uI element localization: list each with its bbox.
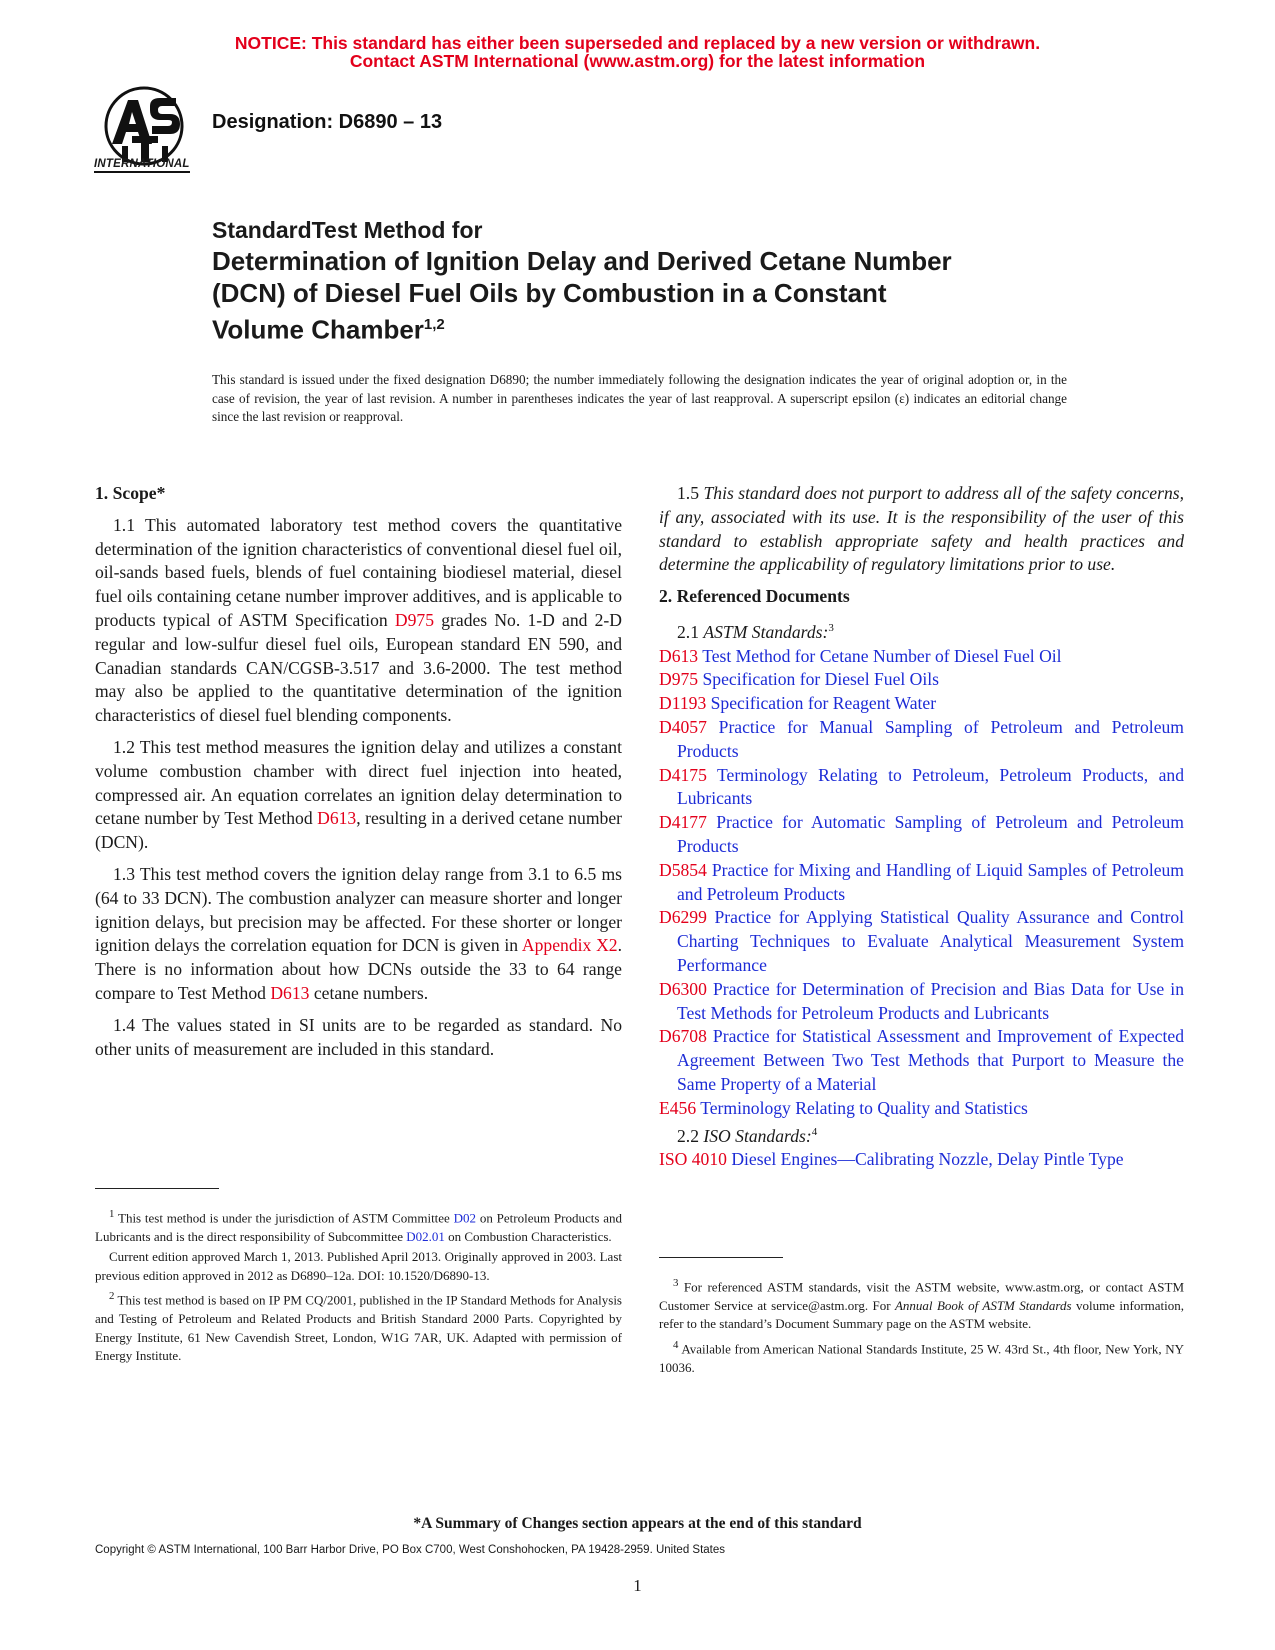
- iso-standards-label: [659, 1121, 1184, 1149]
- reference-title-link[interactable]: Practice for Determination of Precision and Bias Data for Use in Test Methods for Petroleum Products and Lubricants: [677, 978, 1184, 1023]
- title-line-1: StandardTest Method for: [212, 217, 483, 243]
- right-column: [659, 482, 1184, 1172]
- footnote-1: [95, 1205, 622, 1246]
- link-appendix-x2[interactable]: Appendix X2: [521, 935, 618, 956]
- fn3-italic: Annual Book of ASTM Standards: [894, 1297, 1072, 1313]
- reference-code-link[interactable]: D4177: [659, 812, 707, 833]
- issuance-note: This standard is issued under the fixed designation D6890; the number immediately following the designation indicates the year of original adoption or, in the case of revision, the year of last revision. A number in parentheses indicates the year of last reapproval. A superscript epsilon (ε) indicates an editorial change since the last revision or reapproval.: [212, 372, 1067, 424]
- p2-text-a: 1.2 This test method measures the ignition delay and utilizes a constant volume combustion chamber with direct fuel injection into heated, compressed air. An equation correlates an ignition delay determination to cetane number by Test Method: [95, 736, 622, 829]
- footnote-1-edition: Current edition approved March 1, 2013. Published April 2013. Originally approved in 2003. Last previous edition approved in 2012 as D6890–12a. DOI: 10.1520/D6890-13.: [95, 1249, 622, 1283]
- document-title: [212, 215, 1112, 346]
- p1-text-b: grades No. 1-D and 2-D regular and low-sulfur diesel fuel oils, European standard EN 590, and Canadian standards CAN/CGSB-3.517 and 3.6-2000. The test method may also be applied to the quantitative determination of the ignition characteristics of diesel fuel blending components.: [95, 609, 622, 726]
- footnote-4: [659, 1336, 1184, 1377]
- fn2-marker: 2: [109, 1290, 115, 1303]
- paragraph-1-3: [95, 863, 622, 1006]
- reference-item: [659, 906, 1184, 977]
- paragraph-1-1: [95, 514, 622, 728]
- reference-title-link[interactable]: Diesel Engines—Calibrating Nozzle, Delay Pintle Type: [726, 1149, 1124, 1170]
- section-1-heading: 1. Scope*: [95, 483, 166, 503]
- reference-title-link[interactable]: Practice for Automatic Sampling of Petroleum and Petroleum Products: [677, 812, 1184, 857]
- reference-item: [659, 1025, 1184, 1096]
- p5-text: This standard does not purport to address all of the safety concerns, if any, associated with its use. It is the responsibility of the user of this standard to establish appropriate safety and health practices and determine the applicability of regulatory limitations prior to use.: [659, 483, 1184, 575]
- p3-text-c: cetane numbers.: [309, 982, 429, 1003]
- fn3-text-a: For referenced ASTM standards, visit the ASTM website, www.astm.org, or contact ASTM Customer Service at service@astm.org. For: [659, 1279, 1184, 1313]
- reference-code-link[interactable]: D6708: [659, 1026, 707, 1047]
- p1-text-a: 1.1 This automated laboratory test method covers the quantitative determination of the ignition characteristics of conventional diesel fuel oil, oil-sands based fuels, blends of fuel containing biodiesel material, diesel fuel oils containing cetane number improver additives, and is applicable to products typical of ASTM Specification: [95, 514, 622, 630]
- reference-code-link[interactable]: D1193: [659, 693, 707, 714]
- p3-text-a: 1.3 This test method covers the ignition delay range from 3.1 to 6.5 ms (64 to 33 DCN). The combustion analyzer can measure shorter and longer ignition delays, but precision may be affected. For these shorter or longer ignition delays the correlation equation for DCN is given in: [95, 863, 622, 956]
- section-2-heading: 2. Referenced Documents: [659, 586, 850, 607]
- link-d02[interactable]: D02: [453, 1210, 477, 1226]
- logo-text: INTERNATIONAL: [94, 158, 190, 173]
- reference-title-link[interactable]: Specification for Reagent Water: [706, 693, 937, 714]
- left-column: [95, 482, 622, 1069]
- reference-code-link[interactable]: D975: [659, 669, 699, 690]
- title-line-4: [212, 309, 1112, 346]
- reference-code-link[interactable]: D4057: [659, 717, 707, 738]
- reference-item: [659, 978, 1184, 1026]
- reference-title-link[interactable]: Specification for Diesel Fuel Oils: [698, 669, 939, 690]
- reference-item: [659, 668, 1184, 692]
- reference-item: [659, 1097, 1184, 1121]
- astm-reference-list: [659, 645, 1184, 1121]
- iso-label: ISO Standards:: [703, 1125, 812, 1146]
- astm-label: ASTM Standards:: [703, 621, 829, 642]
- reference-item: [659, 1148, 1184, 1172]
- reference-title-link[interactable]: Practice for Applying Statistical Quality Assurance and Control Charting Techniques to Evaluate Analytical Measurement System Performance: [677, 907, 1184, 975]
- reference-item: [659, 692, 1184, 716]
- iso-num: 2.2: [677, 1125, 704, 1146]
- paragraph-1-4: 1.4 The values stated in SI units are to be regarded as standard. No other units of measurement are included in this standard.: [95, 1014, 622, 1059]
- reference-code-link[interactable]: ISO 4010: [659, 1149, 727, 1170]
- fn4-text: Available from American National Standards Institute, 25 W. 43rd St., 4th floor, New York, NY 10036.: [659, 1341, 1184, 1375]
- footnote-divider-right: [659, 1257, 783, 1258]
- fn1-text-b: on Petroleum Products and Lubricants and is the direct responsibility of Subcommittee: [95, 1210, 622, 1244]
- reference-item: [659, 716, 1184, 764]
- title-footnote-ref: 1,2: [423, 316, 445, 333]
- fn3-marker: 3: [673, 1277, 679, 1289]
- footnote-3: [659, 1274, 1184, 1334]
- link-d02-01[interactable]: D02.01: [406, 1228, 445, 1244]
- p5-number: 1.5: [677, 483, 704, 503]
- reference-code-link[interactable]: D6300: [659, 978, 707, 999]
- astm-num: 2.1: [677, 621, 704, 642]
- page-number: 1: [633, 1576, 642, 1595]
- footnote-divider-left: [95, 1188, 219, 1189]
- reference-title-link[interactable]: Practice for Statistical Assessment and Improvement of Expected Agreement Between Two Test Methods that Purport to Measure the Same Property of a Material: [677, 1026, 1184, 1094]
- link-d613[interactable]: D613: [317, 808, 357, 829]
- reference-title-link[interactable]: Practice for Mixing and Handling of Liquid Samples of Petroleum and Petroleum Products: [677, 859, 1184, 904]
- title-line-4-text: Volume Chamber: [212, 314, 424, 345]
- notice-line-2: Contact ASTM International (www.astm.org) for the latest information: [349, 51, 926, 71]
- footnotes-left: [95, 1205, 622, 1368]
- footnotes-right: [659, 1274, 1184, 1379]
- astm-standards-label: [659, 617, 1184, 645]
- fn1-text-a: This test method is under the jurisdiction of ASTM Committee: [114, 1210, 454, 1226]
- link-d975[interactable]: D975: [394, 609, 435, 630]
- p2-text-b: , resulting in a derived cetane number (DCN).: [95, 808, 622, 853]
- footnote-2: [95, 1287, 622, 1365]
- astm-logo: [92, 86, 204, 182]
- reference-code-link[interactable]: D6299: [659, 907, 707, 928]
- fn3-text-b: volume information, refer to the standard’s Document Summary page on the ASTM website.: [659, 1297, 1184, 1332]
- reference-item: [659, 859, 1184, 907]
- fn1-text-c: on Combustion Characteristics.: [444, 1228, 612, 1244]
- fn1-marker: 1: [109, 1208, 115, 1220]
- reference-title-link[interactable]: Terminology Relating to Quality and Statistics: [696, 1097, 1028, 1118]
- copyright: Copyright © ASTM International, 100 Barr Harbor Drive, PO Box C700, West Conshohocken, PA 19428-2959. United States: [95, 1544, 726, 1556]
- designation: Designation: D6890 – 13: [212, 111, 443, 133]
- paragraph-1-2: [95, 736, 622, 855]
- p3-text-b: . There is no information about how DCNs outside the 33 to 64 range compare to Test Method: [95, 935, 622, 1003]
- paragraph-1-5: [659, 482, 1184, 577]
- link-d613[interactable]: D613: [270, 982, 310, 1003]
- fn4-marker: 4: [673, 1338, 679, 1351]
- reference-title-link[interactable]: Terminology Relating to Petroleum, Petroleum Products, and Lubricants: [677, 764, 1184, 809]
- reference-item: [659, 764, 1184, 812]
- iso-reference-list: [659, 1148, 1184, 1172]
- reference-title-link[interactable]: Practice for Manual Sampling of Petroleum and Petroleum Products: [677, 717, 1184, 761]
- reference-title-link[interactable]: Test Method for Cetane Number of Diesel Fuel Oil: [698, 645, 1062, 666]
- reference-code-link[interactable]: D4175: [659, 764, 707, 785]
- reference-item: [659, 811, 1184, 859]
- reference-item: [659, 645, 1184, 669]
- reference-code-link[interactable]: D613: [659, 645, 699, 666]
- title-line-2: Determination of Ignition Delay and Derived Cetane Number: [212, 246, 952, 276]
- reference-code-link[interactable]: E456: [659, 1097, 697, 1118]
- fn2-text: This test method is based on IP PM CQ/2001, published in the IP Standard Methods for Analysis and Testing of Petroleum and Related Products and British Standard 2000 Parts. Copyrighted by Energy Institute, 61 New Cavendish Street, London, W1G 7AR, UK. Adapted with permission of Energy Institute.: [95, 1292, 622, 1364]
- summary-of-changes-note: *A Summary of Changes section appears at the end of this standard: [413, 1515, 862, 1532]
- notice-line-1: NOTICE: This standard has either been superseded and replaced by a new version or withdrawn.: [234, 33, 1041, 53]
- title-line-3: (DCN) of Diesel Fuel Oils by Combustion in a Constant: [212, 278, 887, 308]
- reference-code-link[interactable]: D5854: [659, 859, 707, 880]
- footnote-ref-3: 3: [828, 621, 834, 634]
- footnote-ref-4: 4: [811, 1125, 818, 1138]
